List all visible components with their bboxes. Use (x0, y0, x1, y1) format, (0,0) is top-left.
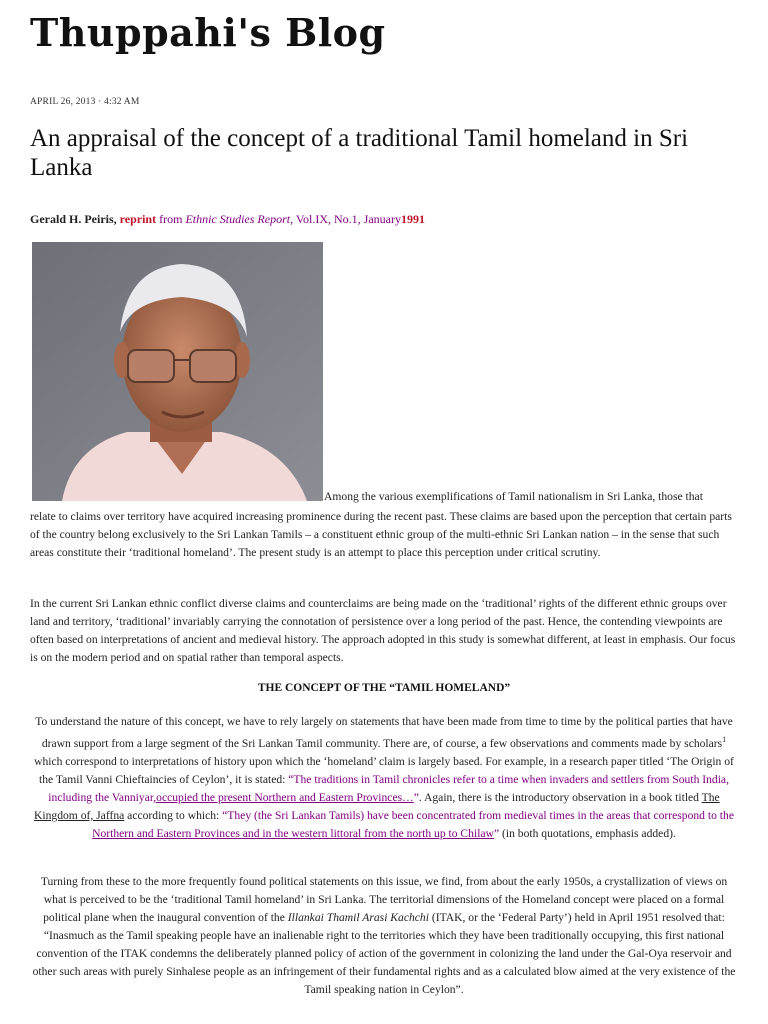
author-name: Gerald H. Peiris (30, 212, 114, 226)
paragraph-4: Turning from these to the more frequently found political statements on this issue, we find, from about the early 1950s, a crystallization of views on what is perceived to be the ‘traditional Tamil homeland’ in Sri Lanka. The territorial dimensions of the Homeland concept were placed on a formal political plane when the inaugural convention of the Illankai Thamil Arasi Kachchi (ITAK, or the ‘Federal Party’) held in April 1951 resolved that: “Inasmuch as the Tamil speaking people have an inalienable right to the territories which they have been traditionally occupying, this first national convention of the ITAK condemns the deliberately planned policy of action of the government in colonizing the land under the Gal-Oya reservoir and other such areas with purely Sinhalese people as an infringement of their fundamental rights and as a calculated blow aimed at the very existence of the Tamil speaking nation in Ceylon”. (32, 875, 736, 996)
quote-1: “The traditions in Tamil chronicles refer to a time when invaders and settlers from South India, including the Vanniyar, (48, 772, 729, 804)
quote-2: “They (the Sri Lankan Tamils) have been concentrated from medieval times in the areas that correspond to the (222, 808, 734, 822)
byline: Gerald H. Peiris, reprint from Ethnic Studies Report, Vol.IX, No.1, January1991 (30, 212, 425, 226)
quote-2-emphasis-link[interactable]: Northern and Eastern Provinces and in the western littoral from the north up to Chilaw (92, 826, 494, 840)
author-portrait-image (32, 242, 323, 501)
quote-1-emphasis-link[interactable]: occupied the present Northern and Eastern Provinces… (156, 790, 414, 804)
from-label: from (159, 212, 183, 226)
paragraph-2: In the current Sri Lankan ethnic conflict diverse claims and counterclaims are being made on the ‘traditional’ rights of the different ethnic groups over land and territory, ‘traditional’ invariably carrying the connotation of persistence over a long period of the past. Hence, the contending viewpoints are often based on interpretations of ancient and medieval history. The approach adopted in this study is somewhat different, at least in emphasis. Our focus is on the modern period and on spatial rather than temporal aspects. (30, 597, 736, 664)
post-date[interactable]: APRIL 26, 2013 · 4:32 AM (30, 97, 140, 107)
footnote-1[interactable]: 1 (722, 735, 727, 744)
post-title[interactable]: An appraisal of the concept of a traditional Tamil homeland in Sri Lanka (30, 125, 689, 181)
section-heading: THE CONCEPT OF THE “TAMIL HOMELAND” (257, 682, 511, 694)
journal-name: Ethnic Studies Report, (185, 212, 294, 226)
author-photo (32, 242, 323, 501)
party-name: Illankai Thamil Arasi Kachchi (287, 911, 429, 924)
paragraph-1-first-line: Among the various exemplifications of Tamil nationalism in Sri Lanka, those that (324, 490, 703, 503)
paragraph-3: To understand the nature of this concept, we have to rely largely on statements that have been made from time to time by the political parties that have drawn support from a large segment of the Sri Lankan Tamil community. There are, of course, a few observations and comments made by scholars$^1$ which correspond to interpretations of history upon which the ‘homeland’ claim is largely based. For example, in a research paper titled ‘The Origin of the Tamil Vanni Chieftaincies of Ceylon’, it is stated: “The traditions in Tamil chronicles refer to a time when invaders and settlers from South India, including the Vanniyar,occupied the present Northern and Eastern Provinces…”. Again, there is the introductory observation in a book titled The Kingdom of, Jaffna according to which: “They (the Sri Lankan Tamils) have been concentrated from medieval times in the areas that correspond to the Northern and Eastern Provinces and in the western littoral from the north up to Chilaw” (in both quotations, emphasis added). (34, 715, 734, 840)
book-title-link[interactable]: The Kingdom of, Jaffna (34, 790, 720, 822)
reprint-label: reprint (119, 212, 157, 226)
journal-year: 1991 (401, 212, 425, 226)
journal-volume: Vol.IX, No.1, January (295, 212, 401, 226)
paragraph-1: relate to claims over territory have acquired increasing prominence during the recent past. These claims are based upon the perception that certain parts of the country belong exclusively to the Sri Lankan Tamils – a constituent ethnic group of the multi-ethnic Sri Lankan nation – in the sense that such areas constitute their ‘traditional homeland’. The present study is an attempt to place this perception under critical scrutiny. (30, 510, 732, 559)
blog-title[interactable]: Thuppahi's Blog (30, 10, 386, 55)
